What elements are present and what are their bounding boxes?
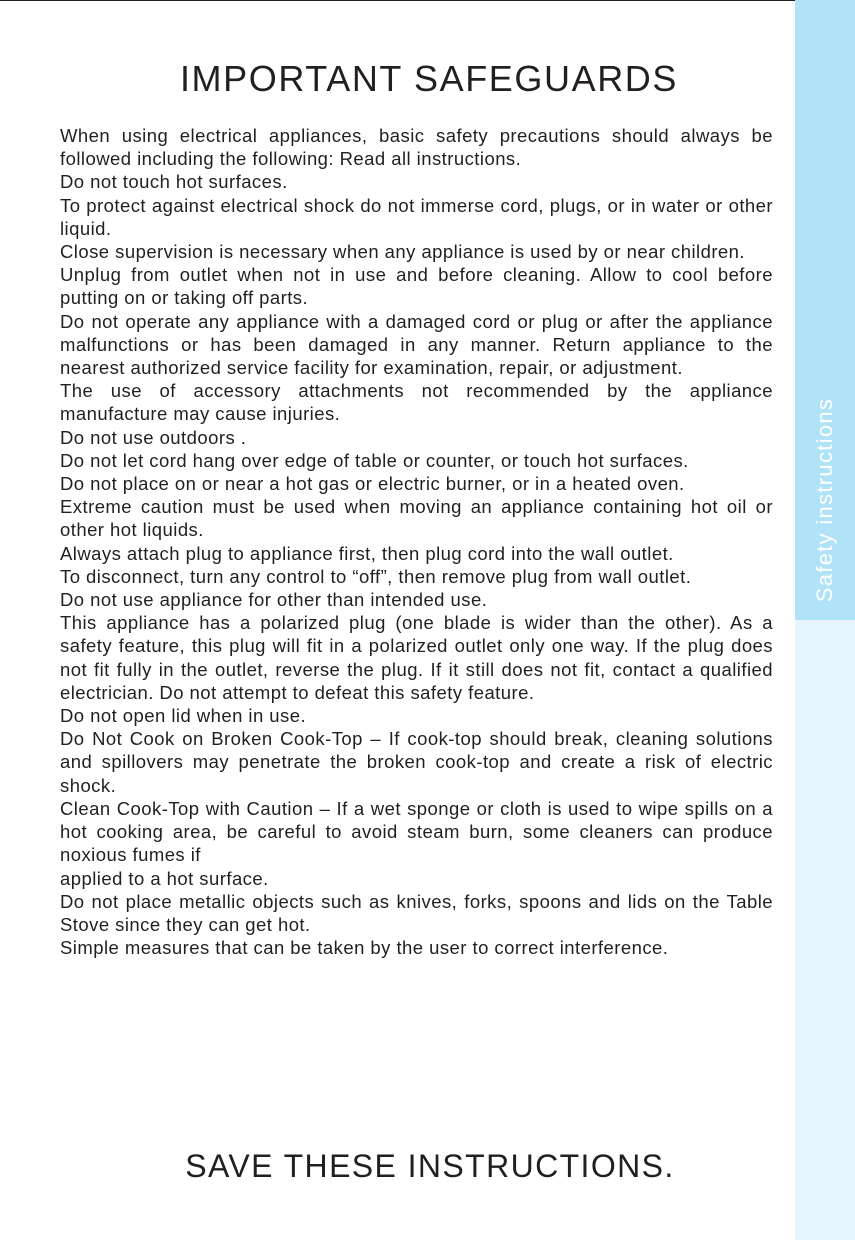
side-strip: [795, 620, 855, 1240]
save-instructions-heading: SAVE THESE INSTRUCTIONS.: [185, 1148, 675, 1184]
safeguard-paragraph: When using electrical appliances, basic safety precautions should always be followed including the following: Read all instructions.: [60, 125, 773, 170]
safeguard-paragraph: Always attach plug to appliance first, then plug cord into the wall outlet.: [60, 542, 674, 564]
page-title: IMPORTANT SAFEGUARDS: [179, 58, 679, 99]
safeguard-paragraph: Extreme caution must be used when moving an appliance containing hot oil or other hot liquids.: [60, 496, 773, 541]
safeguard-paragraph: To protect against electrical shock do not immerse cord, plugs, or in water or other liquid.: [60, 194, 773, 239]
safeguard-paragraph: Do not touch hot surfaces.: [60, 171, 288, 193]
safeguard-paragraph: Do not place metallic objects such as knives, forks, spoons and lids on the Table Stove since they can get hot.: [60, 890, 773, 935]
safeguard-paragraph: The use of accessory attachments not recommended by the appliance manufacture may cause injuries.: [60, 380, 773, 425]
safeguard-paragraph: Simple measures that can be taken by the user to correct interference.: [60, 937, 669, 959]
safeguard-paragraph: Close supervision is necessary when any appliance is used by or near children.: [60, 241, 746, 263]
top-rule: [0, 0, 795, 1]
safeguard-paragraph: applied to a hot surface.: [60, 867, 269, 889]
safeguards-list: [60, 124, 773, 959]
safeguard-paragraph: Do Not Cook on Broken Cook-Top – If cook-top should break, cleaning solutions and spillovers may penetrate the broken cook-top and create a risk of electric shock.: [60, 728, 773, 796]
safeguard-paragraph: Do not place on or near a hot gas or electric burner, or in a heated oven.: [60, 473, 685, 495]
safeguard-paragraph: Do not use appliance for other than intended use.: [60, 589, 488, 611]
safeguard-paragraph: Do not operate any appliance with a damaged cord or plug or after the appliance malfunctions or has been damaged in any manner. Return appliance to the nearest authorized service facility for examination, repair, or adjustment.: [60, 310, 773, 379]
safeguard-paragraph: To disconnect, turn any control to “off”, then remove plug from wall outlet.: [60, 565, 692, 587]
safeguard-paragraph: Clean Cook-Top with Caution – If a wet sponge or cloth is used to wipe spills on a hot cooking area, be careful to avoid steam burn, some cleaners can produce noxious fumes if: [60, 797, 773, 866]
side-tab-label: Safety instructions: [812, 397, 838, 603]
safeguard-paragraph: Unplug from outlet when not in use and before cleaning. Allow to cool before putting on or taking off parts.: [60, 264, 773, 309]
side-tab-label-container: [795, 380, 855, 620]
safeguard-paragraph: Do not let cord hang over edge of table or counter, or touch hot surfaces.: [60, 449, 689, 471]
safeguard-paragraph: This appliance has a polarized plug (one blade is wider than the other). As a safety feature, this plug will fit in a polarized outlet only one way. If the plug does not fit fully in the outlet, reverse the plug. If it still does not fit, contact a qualified electrician. Do not attempt to defeat this safety feature.: [60, 612, 773, 703]
safeguard-paragraph: Do not open lid when in use.: [60, 705, 307, 727]
safeguard-paragraph: Do not use outdoors .: [60, 426, 247, 448]
